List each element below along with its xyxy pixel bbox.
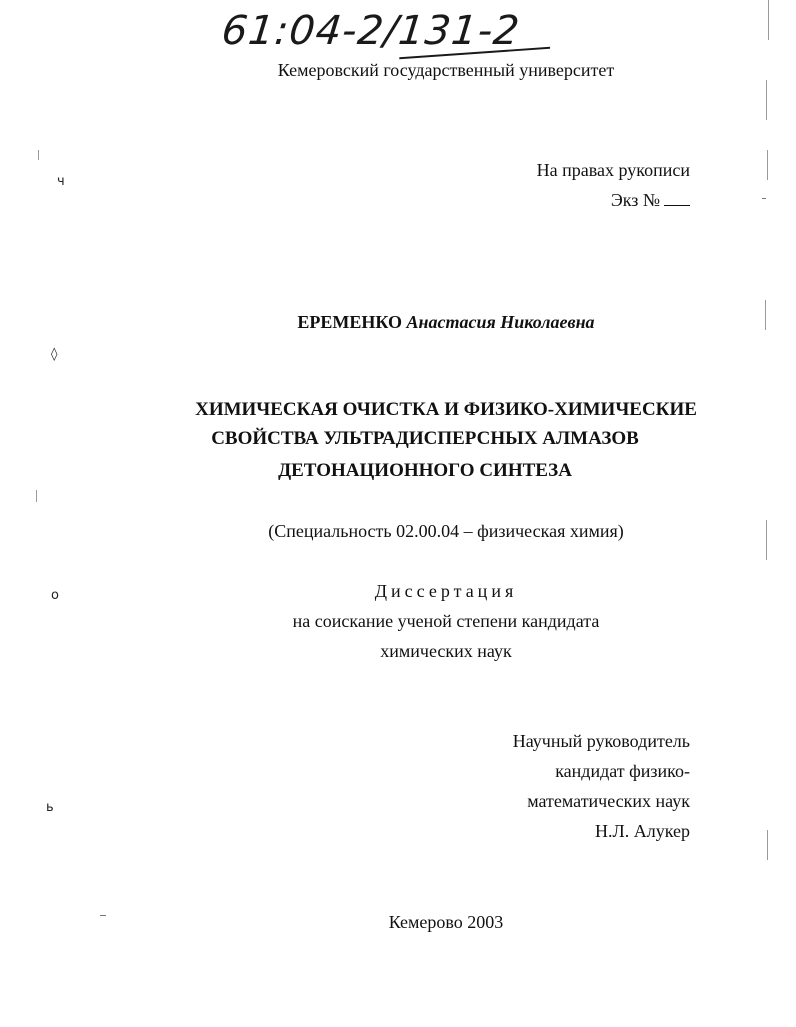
scan-edge-line [768,0,769,40]
scan-edge-line [38,150,39,160]
scan-edge-line [766,80,767,120]
city-year: Кемерово 2003 [388,912,504,932]
thesis-title-line-1: ХИМИЧЕСКАЯ ОЧИСТКА И ФИЗИКО-ХИМИЧЕСКИЕ [195,399,697,420]
copy-number [611,190,690,211]
thesis-title-line-2: СВОЙСТВА УЛЬТРАДИСПЕРСНЫХ АЛМАЗОВ [211,428,639,449]
thesis-title-line-3: ДЕТОНАЦИОННОГО СИНТЕЗА [278,460,572,481]
scan-edge-line [765,300,766,330]
scan-speck [100,915,106,916]
author-name [48,312,796,333]
university-name: Кемеровский государственный университет [277,60,615,80]
scan-speck [762,198,766,199]
copy-number-label: Экз № [610,190,660,210]
scan-edge-line [767,150,768,180]
specialty: (Специальность 02.00.04 – физическая химия) [268,521,624,541]
margin-mark: ◊ [51,347,58,362]
margin-mark: о [51,588,59,603]
scan-edge-line [36,490,37,502]
thesis-purpose-line-1: на соискание ученой степени кандидата [292,611,600,631]
author-surname: ЕРЕМЕНКО [297,312,403,332]
margin-mark: ч [57,174,65,189]
scan-edge-line [767,830,768,860]
supervisor-degree-line-2: математических наук [527,791,690,811]
thesis-kind: Диссертация [374,581,518,601]
thesis-purpose-line-2: химических наук [380,641,512,661]
margin-mark: ь [46,800,54,815]
archive-code [220,8,523,54]
copy-number-blank [664,205,690,206]
scan-edge-line [766,520,767,560]
supervisor-degree-line-1: кандидат физико- [555,761,690,781]
supervisor-role: Научный руководитель [512,731,690,751]
archive-code-text: 61:04-2/131-2 [219,8,523,54]
manuscript-note: На правах рукописи [536,160,690,180]
supervisor-name: Н.Л. Алукер [595,821,690,841]
author-given-names: Анастасия Николаевна [406,312,595,332]
